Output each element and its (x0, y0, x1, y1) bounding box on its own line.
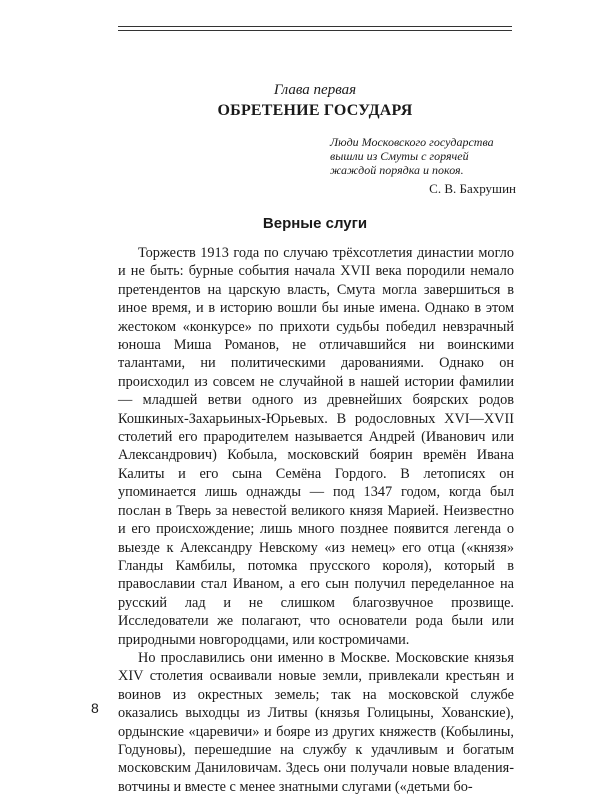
section-title: Верные слуги (262, 215, 368, 232)
epigraph-author: С. В. Бахрушин (429, 181, 516, 196)
header-rule-top (118, 26, 512, 27)
chapter-label: Глава первая (273, 82, 357, 98)
body-paragraph-1: Торжеств 1913 года по случаю трёхсотлетия династии могло и не быть: бурные события начала XVII века породили немало претендентов на царскую власть, Смута могла завершиться в иное время, и в историю вошли бы иные имена. Однако в этом жестоком «конкурсе» по прихоти судьбы победил невзрачный юноша Миша Романов, не отличавшийся ни воинскими талантами, ни политическими дарованиями. Однако он происходил из совсем не случайной в нашей истории фамилии — младшей ветви одного из древнейших боярских родов Кошкиных-Захарьиных-Юрьевых. В родословных XVI—XVII столетий его прародителем называется Андрей (Иванович или Александрович) Кобыла, московский боярин времён Ивана Калиты и его сына Семёна Гордого. В летописях он упоминается лишь однажды — под 1347 годом, когда был послан в Тверь за невестой великого князя Марией. Неизвестно и его происхождение; лишь много позднее появится легенда о выезде к Александру Невскому «из немец» его отца («князя» Гланды Камбилы, потомка прусского короля), который в православии стал Иваном, а его сын получил переделанное на русский лад и не слишком благозвучное прозвище. Исследователи же полагают, что основатели рода были или природными новгородцами, или костромичами. (118, 245, 514, 648)
header-rule-bottom (118, 30, 512, 31)
epigraph-text: Люди Московского государства вышли из Смуты с горячей жаждой порядка и покоя. (330, 135, 494, 177)
body-paragraph-2: Но прославились они именно в Москве. Московские князья XIV столетия осваивали новые земли, привлекали крестьян и воинов из окрестных земель; так на московской службе оказались выходцы из Литвы (князья Голицыны, Хованские), ордынские «царевичи» и бояре из других княжеств (Кобылины, Годуновы), перешедшие на службу к удачливым и богатым московским Даниловичам. Здесь они получали новые владения-вотчины и вместе с менее знатными слугами («детьми бо- (118, 649, 514, 795)
page-number: 8 (91, 700, 99, 716)
body-text (118, 244, 514, 796)
chapter-title: ОБРЕТЕНИЕ ГОСУДАРЯ (217, 102, 413, 119)
